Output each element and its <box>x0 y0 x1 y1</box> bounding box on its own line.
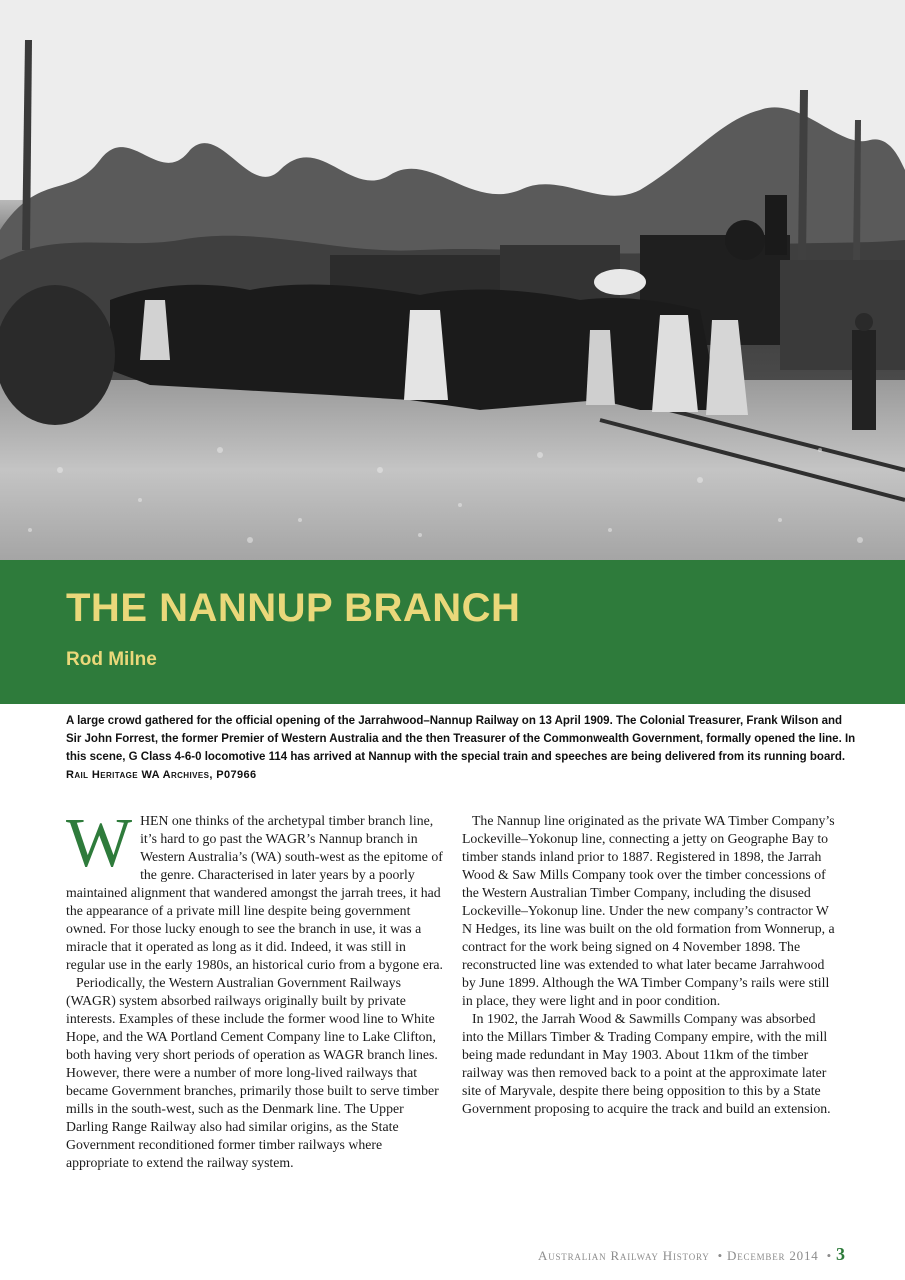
page-number: 3 <box>836 1244 845 1264</box>
page-footer <box>538 1244 845 1265</box>
paragraph-text: HEN one thinks of the archetypal timber branch line, it’s hard to go past the WAGR’s Nannup branch in Western Australia’s (WA) south-west as the epitome of the genre. Characterised in later years by a poorly maintained alignment that wandered amongst the jarrah trees, it had the appearance of a private mill line despite being government owned. For those lucky enough to see the branch in use, it was a miracle that it operated as long as it did. Indeed, it was still in regular use in the early 1980s, an historical curio from a bygone era. <box>66 813 443 972</box>
article-title: THE NANNUP BRANCH <box>66 586 521 630</box>
photo-illustration <box>0 0 905 560</box>
body-column-left <box>66 805 444 1172</box>
body-column-right <box>462 812 840 1118</box>
footer-separator: • <box>717 1248 724 1263</box>
caption-text: A large crowd gathered for the official opening of the Jarrahwood–Nannup Railway on 13 April 1909. The Colonial Treasurer, Frank Wilson and Sir John Forrest, the former Premier of Western Australia and the then Treasurer of the Commonwealth Government, formally opened the line. In this scene, G Class 4-6-0 locomotive 114 has arrived at Nannup with the special train and speeches are being delivered from its running board. <box>66 715 856 763</box>
footer-separator: • <box>826 1248 832 1263</box>
photo-credit: Rail Heritage WA Archives, P07966 <box>66 769 257 781</box>
paragraph <box>66 805 444 974</box>
photo-caption <box>66 712 856 784</box>
footer-publication: Australian Railway History <box>538 1248 710 1263</box>
drop-cap: W <box>66 805 133 882</box>
paragraph: In 1902, the Jarrah Wood & Sawmills Company was absorbed into the Millars Timber & Trading Company empire, with the mill being made redundant in May 1903. About 11km of the timber railway was then removed back to a point at the approximate later site of Maryvale, despite there being opposition to this by a State Government proposing to acquire the track and build an extension. <box>462 1011 831 1116</box>
hero-photo <box>0 0 905 560</box>
title-band <box>0 560 905 704</box>
paragraph: The Nannup line originated as the private WA Timber Company’s Lockeville–Yokonup line, connecting a jetty on Geographe Bay to timber stands inland prior to 1887. Registered in 1898, the Jarrah Wood & Saw Mills Company took over the timber concessions of the Western Australian Timber Company, including the disused Lockeville–Yokonup line. Under the new company’s contractor W N Hedges, its line was built on the old formation from Wonnerup, a contract for the work being signed on 4 November 1898. The reconstructed line was extended to what later became Jarrahwood by June 1899. Although the WA Timber Company’s rails were still in place, they were light and in poor condition. <box>462 813 835 1008</box>
article-author: Rod Milne <box>66 649 157 670</box>
paragraph: Periodically, the Western Australian Government Railways (WAGR) system absorbed railways originally built by private interests. Examples of these include the former wood line to White Hope, and the WA Portland Cement Company line to Lake Clifton, both having very short periods of operation as WAGR branch lines. However, there were a number of more long-lived railways that became Government branches, primarily those built to serve timber mills in the south-west, such as the Denmark line. The Upper Darling Range Railway also had similar origins, as the State Government reconditioned former timber railways where appropriate to extend the railway system. <box>66 975 439 1170</box>
footer-issue: December 2014 <box>727 1248 819 1263</box>
